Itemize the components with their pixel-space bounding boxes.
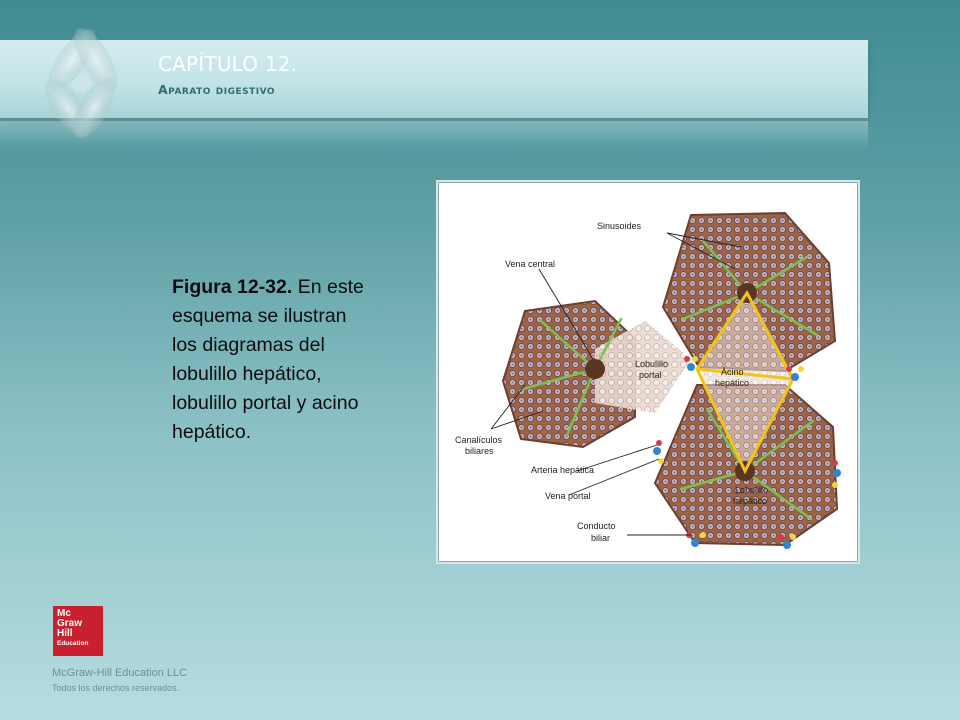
- label-conducto-1: Conducto: [577, 521, 616, 531]
- label-canaliculos-1: Canalículos: [455, 435, 503, 445]
- chapter-title: CAPÍTULO 12.: [158, 52, 298, 76]
- liver-lobule-svg: [445, 189, 851, 555]
- logo-line-4: Education: [57, 640, 89, 647]
- label-vena-central: Vena central: [505, 259, 556, 269]
- footer-rights: Todos los derechos reservados.: [52, 683, 180, 693]
- logo-line-3: Hill: [57, 628, 73, 639]
- label-canaliculos-2: biliares: [465, 446, 494, 456]
- label-arteria: Arteria hepática: [531, 465, 595, 475]
- label-sinusoides: Sinusoides: [597, 221, 642, 231]
- chapter-subtitle: Aparato digestivo: [158, 82, 276, 97]
- label-acino-2: hepático: [715, 378, 750, 388]
- label-lobulillo-hepatico-2: hepático: [733, 496, 768, 506]
- chromosome-icon: [16, 24, 146, 142]
- liver-lobule-diagram: [445, 189, 851, 555]
- figure-caption: [172, 273, 372, 447]
- logo-line-2: Graw: [57, 618, 83, 629]
- label-lobulillo-portal-1: Lobulillo: [635, 359, 669, 369]
- central-vein-left: [585, 359, 605, 379]
- mcgraw-hill-logo: [53, 606, 103, 656]
- logo-line-1: Mc: [57, 608, 71, 619]
- label-conducto-2: biliar: [591, 533, 611, 543]
- label-lobulillo-portal-2: portal: [639, 370, 662, 380]
- figure-caption-text: En este esquema se ilustran los diagramas del lobulillo hepático, lobulillo portal y acino hepático.: [172, 276, 364, 443]
- footer-company: McGraw-Hill Education LLC: [52, 667, 188, 679]
- label-lobulillo-hepatico-1: Lobulillo: [735, 485, 769, 495]
- label-vena-portal: Vena portal: [545, 491, 591, 501]
- figure-number: Figura 12-32.: [172, 276, 293, 298]
- figure-frame: [438, 182, 858, 562]
- label-acino-1: Ácino: [721, 367, 744, 377]
